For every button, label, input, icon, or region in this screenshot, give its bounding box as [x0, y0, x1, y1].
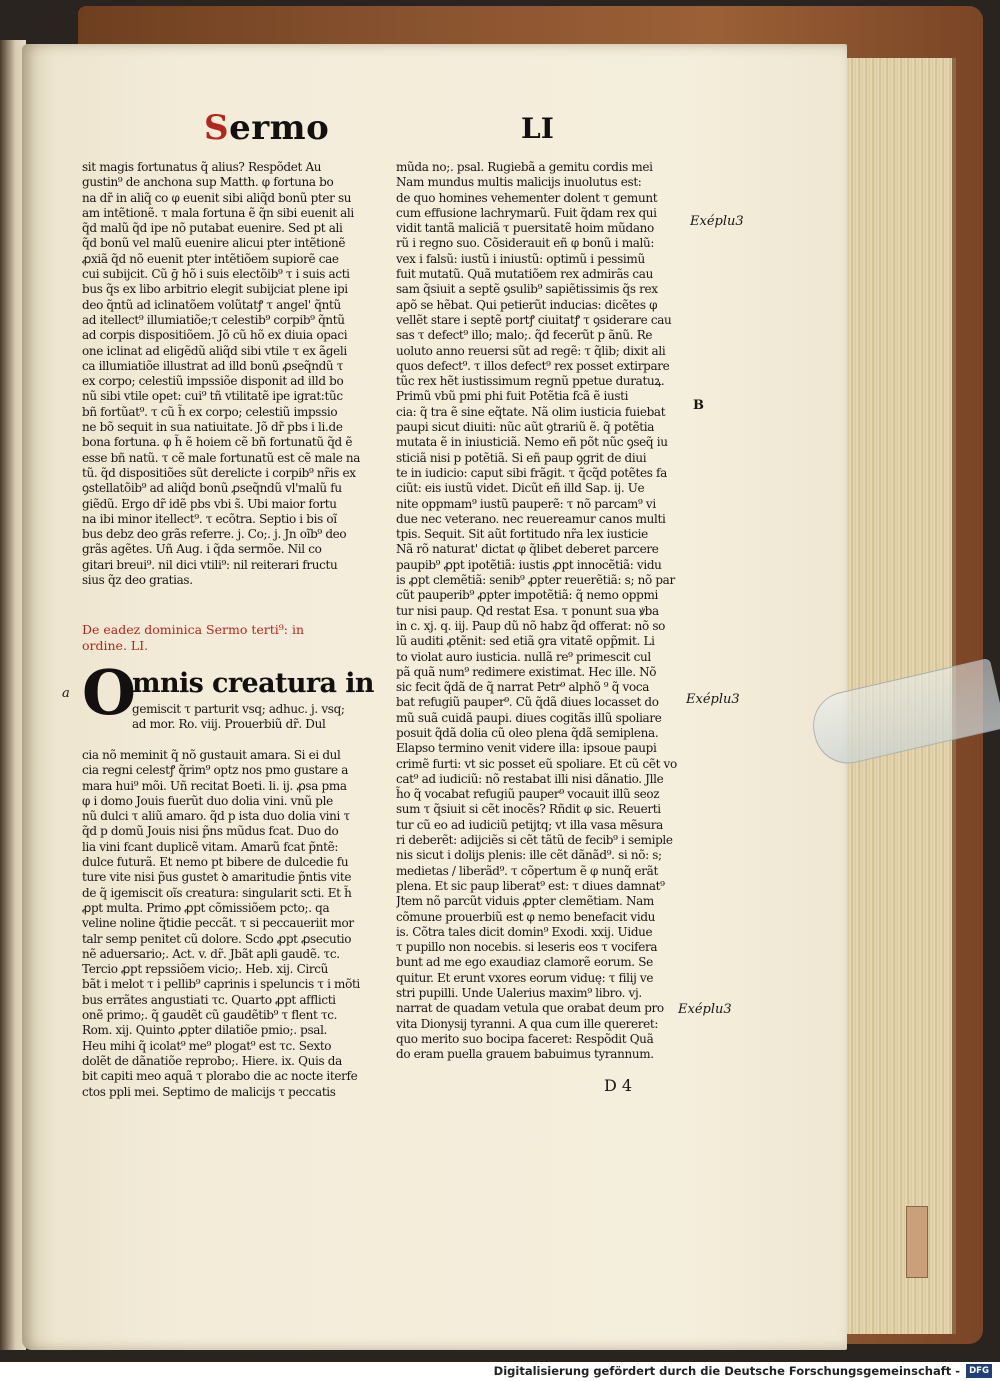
- text-line: h̃o q̃ vocabat refugiũ pauper⁹ vocauit illũ seoz: [396, 787, 660, 802]
- text-line: ordine. LI.: [82, 638, 149, 653]
- text-line: q̃d p domũ Jouis nisi p̃ns mũdus fcat. Duo do: [82, 824, 339, 839]
- text-line: medietas / liberãd⁹. τ cõpertum ẽ φ nunq̃ erãt: [396, 863, 658, 878]
- text-line: cia nõ meminit q̃ nõ gustauit amara. Si ei dul: [82, 748, 341, 762]
- margin-note-exemplum: Exéplu3: [686, 692, 740, 707]
- text-line: tur cũ eo ad iudiciũ petijtq; vt illa vasa mẽsura: [396, 817, 663, 832]
- text-line: fuit mutatũ. Quã mutatiõem rex admirãs cau: [396, 267, 653, 282]
- text-line: ciũt: eis iustũ videt. Dicũt eñ illd Sap. ij. Ue: [396, 481, 645, 496]
- text-line: sius q̃z deo gratias.: [82, 573, 193, 588]
- text-line: bona fortuna. φ h̃ ẽ hoiem cẽ bñ fortunatũ q̃d ẽ: [82, 435, 353, 450]
- text-line: gemiscit τ parturit vsq; adhuc. j. vsq;: [132, 702, 345, 716]
- text-line: Jtem nõ parcũt viduis ꝓpter clemẽtiam. Nam: [396, 894, 654, 909]
- text-line: tũc rex hẽt iustissimum regnũ ppetue duratuꝝ.: [396, 374, 665, 389]
- text-line: sticiã nisi p potẽtiã. Si eñ paup ꝯgrit de diui: [396, 450, 647, 465]
- text-line: de quo homines vehementer dolent τ gemunt: [396, 190, 658, 205]
- text-line: gitari breui⁹. nil dici vtili⁹: nil reiterari fructu: [82, 557, 338, 572]
- text-line: onẽ primo;. q̃ gaudẽt cũ gaudẽtib⁹ τ flent τc.: [82, 1008, 338, 1023]
- text-line: ca illumiatiõe illustrat ad illd bonũ ꝓseq̃ndũ τ: [82, 358, 344, 373]
- text-line: tũ. q̃d dispositiões sũt derelicte i corpib⁹ nr̃is ex: [82, 465, 356, 480]
- text-line: quos defect⁹. τ illos defect⁹ rex posset extirpare: [396, 358, 670, 373]
- text-line: De eadez dominica Sermo terti⁹: in: [82, 622, 305, 637]
- text-line: ꝯstellatõib⁹ ad aliq̃d bonũ ꝓseq̃ndũ vl'malũ fu: [82, 481, 342, 496]
- text-line: one iclinat ad eligẽdũ aliq̃d sibi vtile τ ex ãgeli: [82, 343, 347, 358]
- text-line: bit capiti meo aquã τ plorabo die ac nocte iterfe: [82, 1069, 358, 1084]
- text-line: rũ i regno suo. Cõsiderauit eñ φ bonũ i malũ:: [396, 236, 655, 251]
- text-line: nũ sibi vtile opet: cui⁹ tñ vtilitatẽ ipe igrat:tũc: [82, 389, 343, 404]
- text-line: sic fecit q̃dã de q̃ narrat Petr⁹ alphõ ⁹ q̃ voca: [396, 680, 650, 695]
- bookmark-tab: [906, 1206, 928, 1278]
- text-line: bus debz deo grãs referre. j. Co;. j. Jn oĩb⁹ deo: [82, 527, 347, 542]
- text-line: nis sicut i dolijs plenis: ille cẽt dãnãd⁹. si nõ: s;: [396, 848, 662, 863]
- text-line: ne bõ sequit in sua natiuitate. Jõ dr̃ pbs i li.de: [82, 420, 343, 435]
- text-line: cui subijcit. Cũ ḡ hõ i suis electõib⁹ τ i suis acti: [82, 267, 350, 282]
- text-line: de q̃ igemiscit oĩs creatura: singularit scti. Et h̃: [82, 885, 352, 900]
- folio-number: LI: [521, 112, 554, 145]
- margin-mark-a: a: [62, 686, 70, 701]
- text-line: Rom. xij. Quinto ꝓpter dilatiõe pmio;. psal.: [82, 1023, 328, 1038]
- text-line: dolẽt de dãnatiõe reprobo;. Hiere. ix. Quis da: [82, 1053, 342, 1068]
- text-line: to violat auro iusticia. nullã re⁹ primescit cul: [396, 649, 651, 664]
- text-line: talr semp penitet cũ dolore. Scdo ꝓpt ꝓsecutio: [82, 931, 352, 946]
- text-line: nite oppmam⁹ iustũ pauperẽ: τ nõ parcam⁹ vi: [396, 496, 656, 511]
- text-line: am intẽtionẽ. τ mala fortuna ẽ q̃n sibi euenit ali: [82, 205, 354, 220]
- right-column: [396, 160, 686, 1063]
- left-column: [82, 160, 377, 588]
- text-line: lũ auditi ꝓtẽnit: sed etiã ꝯra vitatẽ opp̃mit. Li: [396, 634, 655, 649]
- running-title-rest: ermo: [229, 108, 330, 148]
- text-line: esse bñ natũ. τ cẽ male fortunatũ est cẽ male na: [82, 450, 361, 465]
- text-line: deo q̃ntũ ad iclinatõem volũtatꝭ τ angel' q̃ntũ: [82, 297, 341, 312]
- text-line: ad itellect⁹ illumiatiõe;τ celestib⁹ corpib⁹ q̃ntũ: [82, 312, 345, 327]
- text-line: do eram puella grauem babuimus tyrannum.: [396, 1047, 654, 1062]
- text-line: nẽ aduersario;. Act. v. dr̃. Jbãt apli gaudẽ. τc.: [82, 946, 340, 961]
- text-line: ad corpis dispositiõem. Jõ cũ hõ ex diuia opaci: [82, 328, 348, 343]
- text-line: na dr̃ in aliq̃ co φ euenit sibi aliq̃d bonũ pter su: [82, 190, 352, 205]
- text-line: dulce futurã. Et nemo pt bibere de dulcedie fu: [82, 855, 349, 870]
- text-line: cat⁹ ad iudiciũ: nõ restabat illi nisi dãnatio. Jlle: [396, 771, 664, 786]
- text-line: te in iudicio: caput sibi frãgit. τ q̃cq̃d potẽtes fa: [396, 465, 667, 480]
- text-line: cõmune prouerbiũ est φ nemo benefacit vidu: [396, 909, 656, 924]
- text-line: vita Dionysij tyranni. A qua cum ille quereret:: [396, 1016, 659, 1031]
- text-line: cũt pauperib⁹ ꝓpter impotẽtiã: q̃ nemo oppmi: [396, 588, 658, 603]
- text-line: Elapso termino venit videre illa: ipsoue paupi: [396, 741, 657, 756]
- sermo-heading: [82, 622, 377, 654]
- text-line: bus errãtes angustiati τc. Quarto ꝓpt afflicti: [82, 992, 336, 1007]
- text-line: apõ se hẽbat. Qui petierũt inducias: dicẽtes φ: [396, 297, 658, 312]
- margin-note-exemplum: Exéplu3: [678, 1002, 732, 1017]
- text-line: gustin⁹ de anchona sup Matth. φ fortuna bo: [82, 175, 334, 190]
- signature-mark: D 4: [604, 1076, 633, 1095]
- text-line: ri deberẽt: adijciẽs si cẽt tãtũ de fecib⁹ i semiple: [396, 833, 673, 848]
- text-line: ex corpo; celestiũ impssiõe disponit ad illd bo: [82, 374, 344, 389]
- text-line: sit magis fortunatus q̃ alius? Respõdet Au: [82, 160, 322, 174]
- text-line: lia vini fcant duplicẽ vitam. Amarũ fcat p̃ntẽ:: [82, 839, 339, 854]
- text-line: Nam mundus multis malicijs inuolutus est:: [396, 175, 642, 190]
- text-line: uoluto anno reuersi sũt ad regẽ: τ q̃lib; dixit ali: [396, 343, 666, 358]
- text-line: mutata ẽ in iniusticiã. Nemo eñ põt nũc ꝯseq̃ iu: [396, 435, 668, 450]
- text-line: in c. xj. q. iij. Paup dũ nõ habz q̃d offerat: nõ so: [396, 618, 666, 633]
- text-line: quitur. Et erunt vxores eorum viduę: τ filij ve: [396, 970, 654, 985]
- text-line: ꝓpt multa. Primo ꝓpt cõmissiõem pcto;. qa: [82, 900, 330, 915]
- text-line: bãt i melot τ i pellib⁹ caprinis i speluncis τ i mõti: [82, 977, 360, 992]
- funding-credit: Digitalisierung gefördert durch die Deutsche Forschungsgemeinschaft -: [493, 1364, 960, 1378]
- margin-note-exemplum: Exéplu3: [690, 214, 744, 229]
- footer-bar: [0, 1362, 1000, 1381]
- text-line: posuit q̃dã dolia cũ oleo plena q̃dã semiplena.: [396, 725, 659, 740]
- text-line: ture vite nisi p̃us gustet ꝺ amaritudie p̃ntis vite: [82, 870, 352, 885]
- text-line: ctos ppli mei. Septimo de malicijs τ peccatis: [82, 1084, 336, 1099]
- text-line: giẽdũ. Ergo dr̃ idẽ pbs vbi s̃. Ubi maior fortu: [82, 496, 337, 511]
- text-line: bus q̃s ex libo arbitrio elegit subijciat plene ipi: [82, 282, 348, 297]
- text-line: vidit tantã maliciã τ puersitatẽ hoim mũdano: [396, 221, 654, 236]
- text-line: nũ dulci τ aliũ amaro. q̃d p ista duo dolia vini τ: [82, 809, 350, 824]
- text-line: sas τ defect⁹ illo; malo;. q̃d fecerũt p ãnũ. Re: [396, 328, 653, 343]
- dfg-logo: DFG: [966, 1364, 992, 1378]
- text-line: vex i falsũ: iustũ i iniustũ: optimũ i pessimũ: [396, 251, 645, 266]
- running-title-capital: S: [204, 108, 230, 148]
- margin-mark-b: B: [693, 398, 704, 413]
- text-line: cum effusione lachrymarũ. Fuit q̃dam rex qui: [396, 205, 657, 220]
- text-line: φ i domo Jouis fuerũt duo dolia vini. vnũ ple: [82, 793, 333, 808]
- text-line: grãs agẽtes. Uñ Aug. i q̃da sermõe. Nil co: [82, 542, 322, 557]
- text-line: τ pupillo non nocebis. si leseris eos τ vocifera: [396, 940, 658, 955]
- text-line: cia regni celestꝭ q̃rim⁹ optz nos pmo gustare a: [82, 763, 349, 778]
- text-line: mũ suã cuidã paupi. diues cogitãs illũ spoliare: [396, 710, 662, 725]
- text-line: q̃d bonũ vel malũ euenire alicui pter intẽtionẽ: [82, 236, 346, 251]
- text-line: quo merito suo bocipa faceret: Respõdit Quã: [396, 1031, 654, 1046]
- text-line: bat refugiũ pauper⁹. Cũ q̃dã diues locasset do: [396, 695, 659, 710]
- text-line: stri pupilli. Unde Ualerius maxim⁹ libro. vj.: [396, 986, 642, 1001]
- text-line: mũda no;. psal. Rugiebã a gemitu cordis mei: [396, 160, 653, 174]
- text-line: is. Cõtra tales dicit domin⁹ Exodi. xxij. Uidue: [396, 924, 653, 939]
- text-line: plena. Et sic paup liberat⁹ est: τ diues damnat⁹: [396, 878, 665, 893]
- opening-lines: [132, 702, 377, 733]
- text-line: vellẽt stare i septẽ portꝭ ciuitatꝭ τ ꝯsiderare cau: [396, 312, 672, 327]
- text-line: Nã rõ naturat' dictat φ q̃libet deberet parcere: [396, 542, 659, 557]
- text-line: veline noline q̃tidie peccãt. τ si peccaueriit mor: [82, 916, 354, 931]
- text-line: cia: q̃ tra ẽ sine eq̃tate. Nã olim iusticia fuiebat: [396, 404, 666, 419]
- text-line: narrat de quadam vetula que orabat deum pro: [396, 1001, 664, 1016]
- text-line: na ibi minor itellect⁹. τ ecõtra. Septio i bis oĩ: [82, 511, 337, 526]
- left-column-continued: [82, 748, 377, 1100]
- text-line: tpis. Sequit. Sit aũt fortitudo nr̃a lex iusticie: [396, 527, 648, 542]
- text-line: sum τ q̃siuit si cẽt inocẽs? Rñdit φ sic. Reuerti: [396, 802, 661, 817]
- text-line: Tercio ꝓpt repssiõem vicio;. Heb. xij. Circũ: [82, 962, 329, 977]
- text-line: sam q̃siuit a septẽ ꝯsulib⁹ sapiẽtissimis q̃s rex: [396, 282, 658, 297]
- text-line: bñ fortũat⁹. τ cũ h̃ ex corpo; celestiũ impssio: [82, 404, 338, 419]
- text-line: is ꝓpt clemẽtiã: senib⁹ ꝓpter reuerẽtiã: s; nõ par: [396, 573, 675, 588]
- text-line: pã quã num⁹ redimere existimat. Hec ille. Nõ: [396, 664, 657, 679]
- text-line: q̃d malũ q̃d ipe nõ putabat euenire. Sed pt ali: [82, 221, 343, 236]
- running-title: [204, 108, 329, 148]
- text-line: ꝓxiã q̃d nõ euenit pter intẽtiõem supiorẽ cae: [82, 251, 339, 266]
- drop-capital: O: [82, 656, 137, 729]
- text-line: due nec veterano. nec reuereamur canos multi: [396, 511, 666, 526]
- text-line: crimẽ furti: vt sic posset eũ spoliare. Et cũ cẽt vo: [396, 756, 677, 771]
- opening-words: mnis creatura in: [132, 668, 374, 699]
- text-line: Heu mihi q̃ icolat⁹ me⁹ plogat⁹ est τc. Sexto: [82, 1038, 332, 1053]
- text-line: bunt ad me ego exaudiaz clamorẽ eorum. Se: [396, 955, 653, 970]
- text-line: paupi sicut diuiti: nũc aũt ꝯtrariũ ẽ. q̃ potẽtia: [396, 420, 655, 435]
- text-line: mara hui⁹ mõi. Uñ recitat Boeti. li. ij. ꝓsa pma: [82, 778, 347, 793]
- text-line: ad mor. Ro. viij. Prouerbiũ dr̃. Dul: [132, 717, 326, 732]
- text-line: paupib⁹ ꝓpt ipotẽtiã: iustis ꝓpt innocẽtiã: vidu: [396, 557, 662, 572]
- text-line: Primũ vbũ pmi phi fuit Potẽtia fcã ẽ iusti: [396, 389, 629, 404]
- text-line: tur nisi paup. Qd restat Esa. τ ponunt sua ꝟba: [396, 603, 659, 618]
